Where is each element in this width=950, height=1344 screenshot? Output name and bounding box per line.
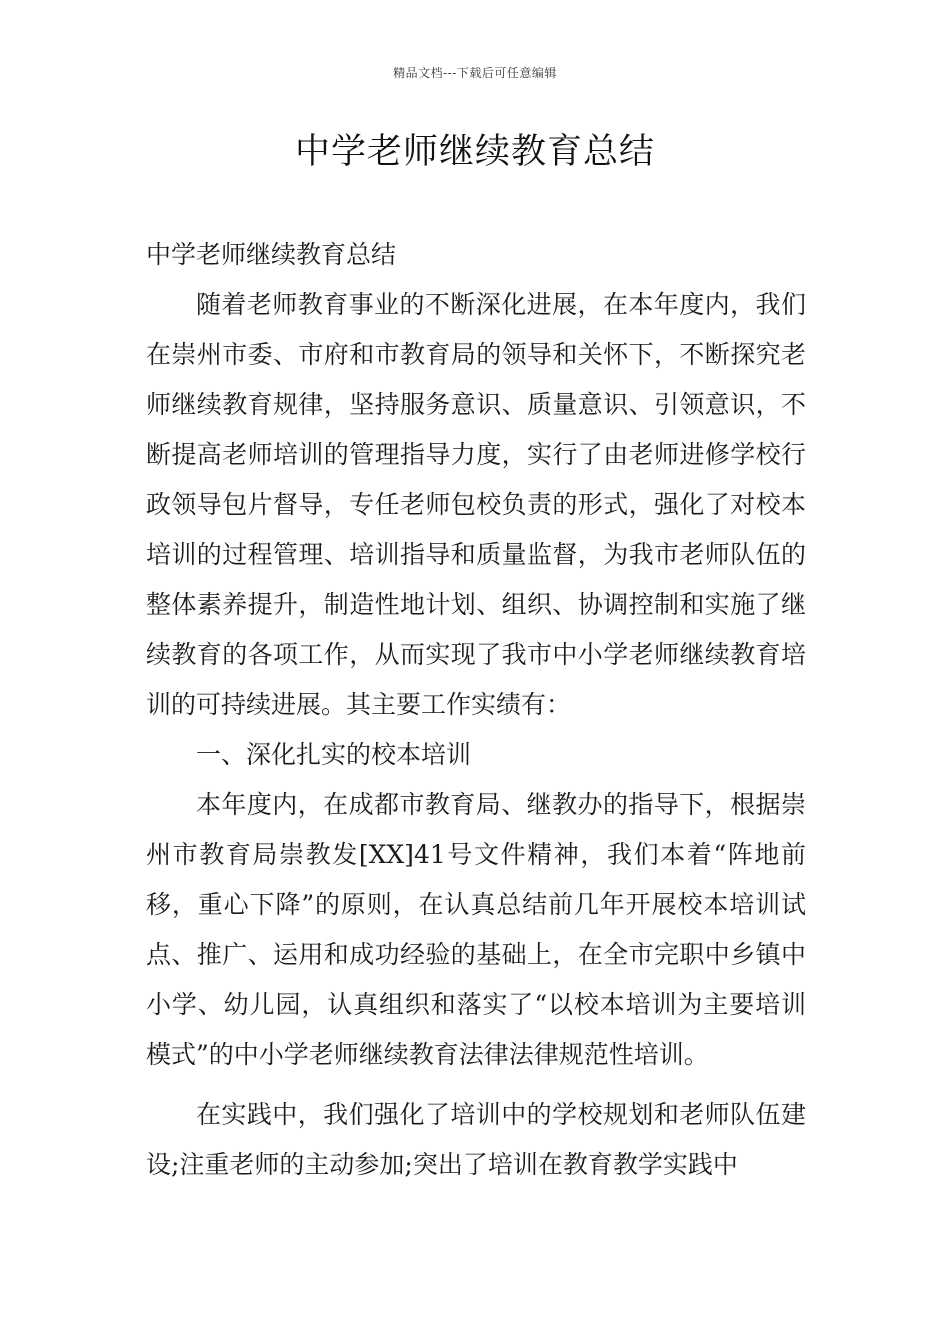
section-heading: 一、深化扎实的校本培训 [196, 740, 472, 769]
paragraph-body: 本年度内，在成都市教育局、继教办的指导下，根据崇州市教育局崇教发[XX]41号文件精神，我们本着“阵地前移，重心下降”的原则，在认真总结前几年开展校本培训试点、推广、运用和成功经验的基础上，在全市完职中乡镇中小学、幼儿园，认真组织和落实了“以校本培训为主要培训模式”的中小学老师继续教育法律法律规范性培训。 [146, 790, 806, 1069]
paragraph-subtitle: 中学老师继续教育总结 [146, 240, 397, 269]
paragraph-body: 在实践中，我们强化了培训中的学校规划和老师队伍建设;注重老师的主动参加;突出了培训在教育教学实践中 [146, 1100, 806, 1179]
paragraph-intro: 随着老师教育事业的不断深化进展，在本年度内，我们在崇州市委、市府和市教育局的领导和关怀下，不断探究老师继续教育规律，坚持服务意识、质量意识、引领意识，不断提高老师培训的管理指导力度，实行了由老师进修学校行政领导包片督导，专任老师包校负责的形式，强化了对校本培训的过程管理、培训指导和质量监督，为我市老师队伍的整体素养提升，制造性地计划、组织、协调控制和实施了继续教育的各项工作，从而实现了我市中小学老师继续教育培训的可持续进展。其主要工作实绩有： [146, 290, 806, 719]
page-title: 中学老师继续教育总结 [294, 132, 655, 172]
document-body [146, 230, 806, 1190]
header-note: 精品文档---下载后可任意编辑 [393, 66, 557, 80]
